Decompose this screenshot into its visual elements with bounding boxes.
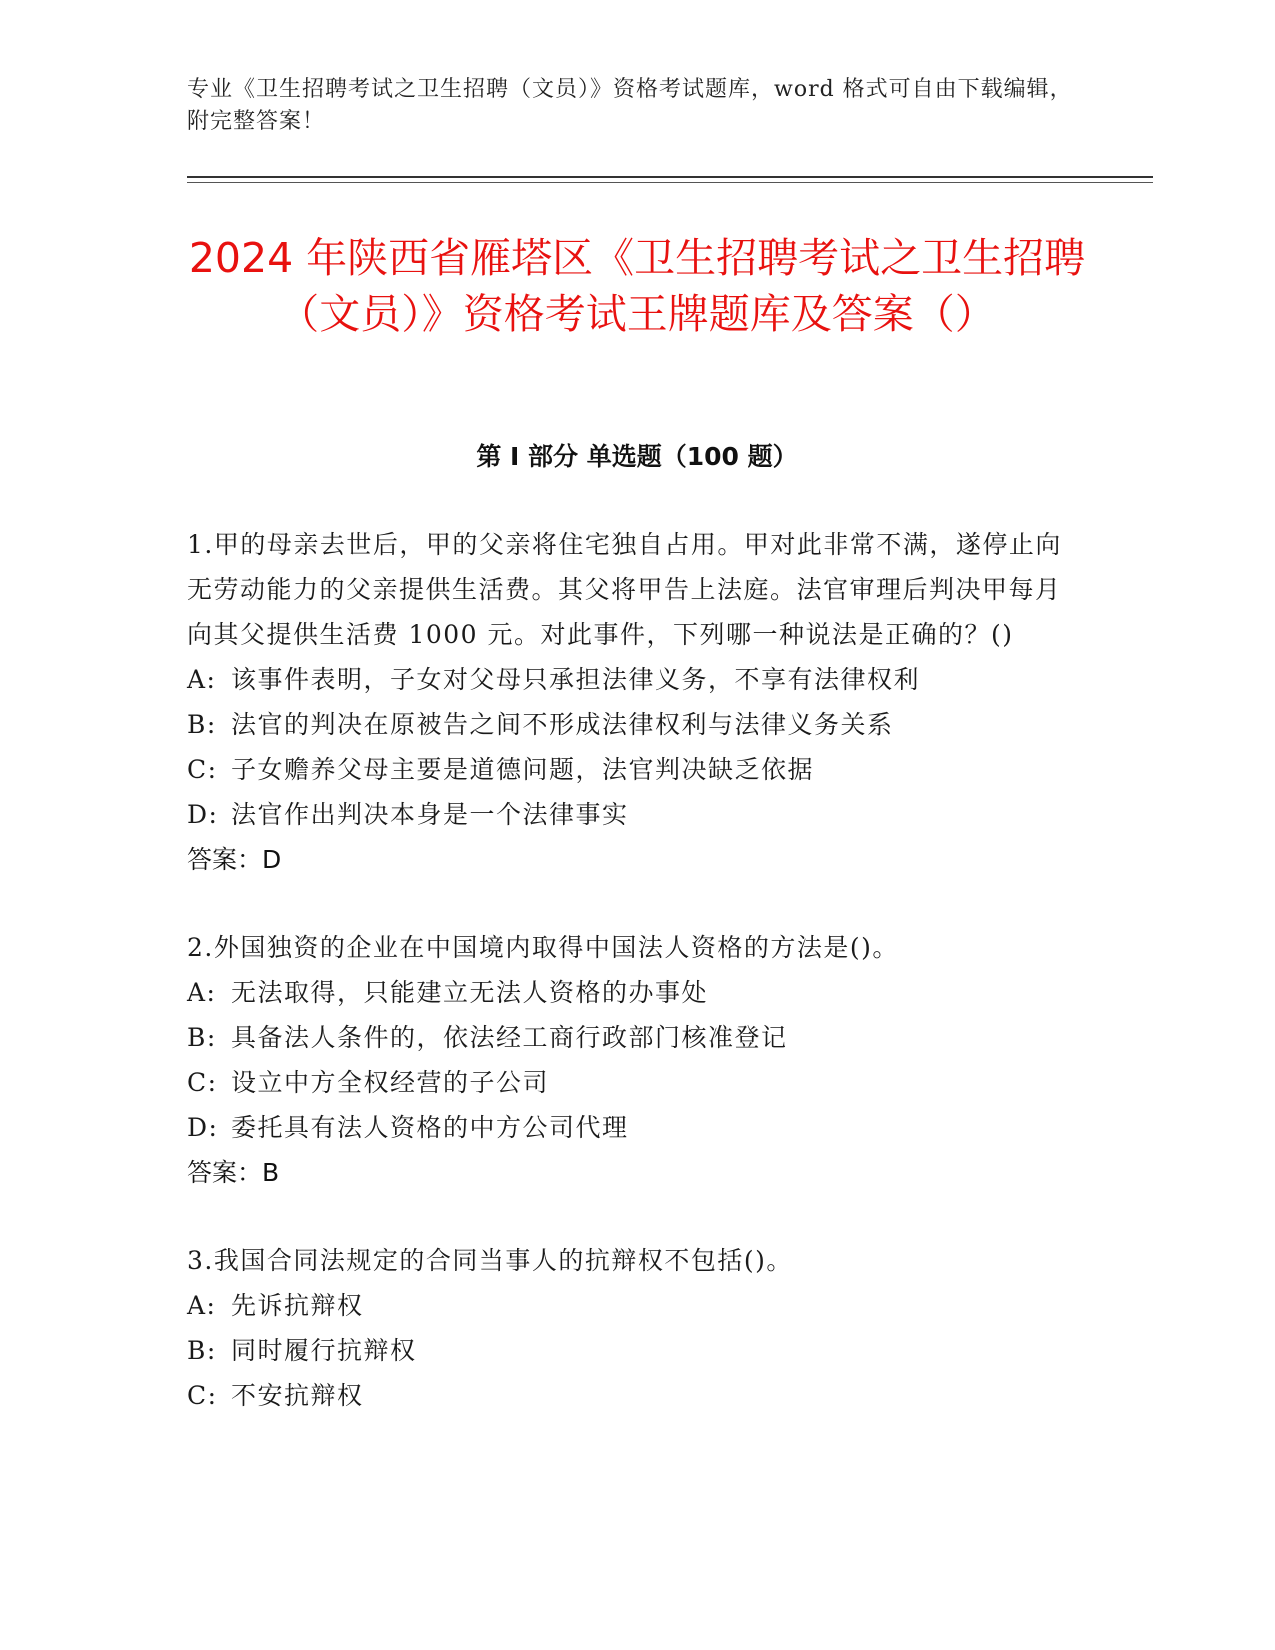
option-text: 不安抗辩权: [231, 1381, 364, 1410]
option-text: 法官的判决在原被告之间不形成法律权利与法律义务关系: [231, 710, 894, 739]
option-d: [187, 1105, 1087, 1150]
option-c: [187, 1373, 1087, 1418]
option-text: 法官作出判决本身是一个法律事实: [231, 800, 629, 829]
option-b: [187, 1328, 1087, 1373]
option-b: [187, 1015, 1087, 1060]
header-note: 专业《卫生招聘考试之卫生招聘（文员）》资格考试题库，word 格式可自由下载编辑，附完整答案！: [187, 77, 1073, 134]
option-d: [187, 792, 1087, 837]
option-a: [187, 657, 1087, 702]
option-key: A:: [187, 665, 217, 694]
option-key: B:: [187, 1336, 217, 1365]
option-c: [187, 747, 1087, 792]
header-divider-thick: [187, 176, 1153, 178]
option-key: B:: [187, 710, 217, 739]
answer-line: 答案：B: [187, 1158, 280, 1187]
option-key: C:: [187, 1068, 218, 1097]
option-text: 委托具有法人资格的中方公司代理: [231, 1113, 629, 1142]
option-text: 同时履行抗辩权: [231, 1336, 417, 1365]
option-key: D:: [187, 800, 219, 829]
document-title: 2024 年陕西省雁塔区《卫生招聘考试之卫生招聘（文员）》资格考试王牌题库及答案（）: [188, 234, 1086, 338]
option-a: [187, 970, 1087, 1015]
question-stem: 3.我国合同法规定的合同当事人的抗辩权不包括()。: [187, 1246, 793, 1275]
answer-line: 答案：D: [187, 845, 282, 874]
option-text: 设立中方全权经营的子公司: [231, 1068, 550, 1097]
option-key: D:: [187, 1113, 219, 1142]
option-text: 具备法人条件的，依法经工商行政部门核准登记: [231, 1023, 788, 1052]
option-text: 先诉抗辩权: [231, 1291, 364, 1320]
option-text: 该事件表明，子女对父母只承担法律义务，不享有法律权利: [231, 665, 921, 694]
option-key: C:: [187, 1381, 218, 1410]
question-1: [187, 522, 1087, 882]
option-key: A:: [187, 1291, 217, 1320]
option-key: A:: [187, 978, 217, 1007]
section-heading: 第 I 部分 单选题（100 题）: [476, 442, 798, 471]
question-stem: 1.甲的母亲去世后，甲的父亲将住宅独自占用。甲对此非常不满，遂停止向无劳动能力的父亲提供生活费。其父将甲告上法庭。法官审理后判决甲每月向其父提供生活费 1000 元。对此事件，下列哪一种说法是正确的？(): [187, 530, 1062, 649]
option-c: [187, 1060, 1087, 1105]
option-text: 子女赡养父母主要是道德问题，法官判决缺乏依据: [231, 755, 815, 784]
question-stem: 2.外国独资的企业在中国境内取得中国法人资格的方法是()。: [187, 933, 899, 962]
option-a: [187, 1283, 1087, 1328]
question-3: [187, 1238, 1087, 1418]
option-b: [187, 702, 1087, 747]
question-list: [187, 522, 1087, 1461]
option-text: 无法取得，只能建立无法人资格的办事处: [231, 978, 709, 1007]
option-key: B:: [187, 1023, 217, 1052]
option-key: C:: [187, 755, 218, 784]
header-divider-thin: [187, 182, 1153, 183]
question-2: [187, 925, 1087, 1195]
